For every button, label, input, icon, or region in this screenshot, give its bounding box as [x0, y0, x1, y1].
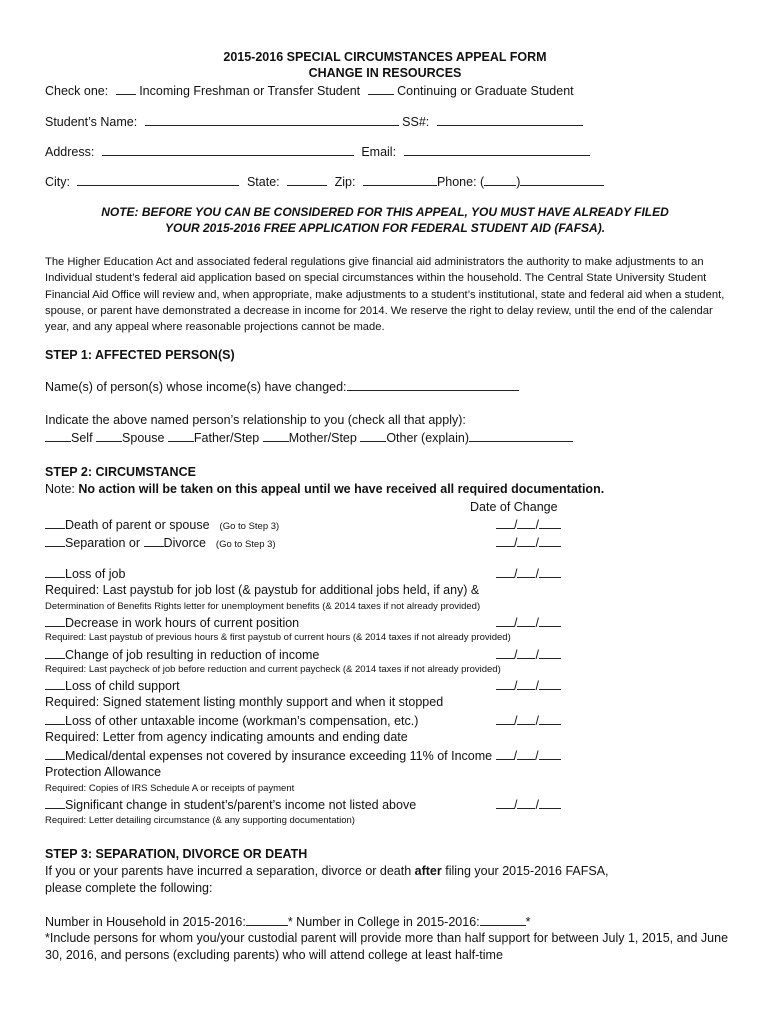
check-one-label: Check one: [45, 84, 109, 98]
address-row [45, 144, 590, 160]
phone-paren-close: ) [516, 175, 521, 189]
step3-instruction-post: filing your 2015-2016 FAFSA, [441, 864, 609, 878]
separation-date-field[interactable]: / / [496, 535, 561, 551]
death-checkbox-blank[interactable] [45, 517, 65, 529]
state-label: State: [246, 175, 280, 189]
child-support-checkbox-blank[interactable] [45, 678, 65, 690]
other-explain-field[interactable] [469, 430, 573, 442]
child-support-date-field[interactable]: / / [496, 678, 561, 694]
household-label: Number in Household in 2015-2016: [45, 915, 246, 929]
loss-of-job-date-field[interactable]: / / [496, 566, 561, 582]
significant-change-requirement: Required: Letter detailing circumstance (& any supporting documentation) [45, 815, 355, 826]
divorce-label: Divorce [163, 536, 206, 550]
self-checkbox-blank[interactable] [45, 430, 71, 442]
intro-paragraph: The Higher Education Act and associated federal regulations give financial aid administrators the authority to make adjustments to an Individual student’s federal aid application based on special circumstances within the household. The Central State University Student Financial Aid Office will review and, when appropriate, make adjustments to a student’s institutional, state and federal aid when a student, spouse, or parent have demonstrated a decrease in income for 2014. We reserve the right to delay review, until the end of the calendar year, and any appeal where reasonable projections cannot be made. [45, 256, 725, 334]
date-of-change-header: Date of Change [470, 500, 558, 514]
loss-of-job-checkbox-blank[interactable] [45, 566, 65, 578]
other-checkbox-blank[interactable] [360, 430, 386, 442]
step3-instruction-line2: please complete the following: [45, 881, 213, 895]
separation-divorce-row [45, 535, 276, 552]
change-job-date-field[interactable]: / / [496, 647, 561, 663]
change-job-checkbox-blank[interactable] [45, 647, 65, 659]
father-checkbox-blank[interactable] [168, 430, 194, 442]
step3-instruction-line1 [45, 864, 609, 879]
fafsa-note-line2: YOUR 2015-2016 FREE APPLICATION FOR FEDERAL STUDENT AID (FAFSA). [164, 221, 606, 235]
student-name-row [45, 114, 583, 130]
change-job-row [45, 647, 319, 663]
loss-of-job-row [45, 566, 125, 582]
spouse-checkbox-blank[interactable] [96, 430, 122, 442]
relationship-option-father: Father/Step [193, 431, 260, 445]
medical-date-month[interactable] [496, 748, 514, 760]
step1-names-label: Name(s) of person(s) whose income(s) have changed: [45, 380, 347, 394]
death-row [45, 517, 279, 534]
household-college-row [45, 914, 531, 930]
college-label: * Number in College in 2015-2016: [287, 915, 480, 929]
separation-checkbox-blank[interactable] [45, 535, 65, 547]
step2-note-bold: No action will be taken on this appeal until we have received all required documentation. [78, 482, 605, 496]
address-field[interactable] [102, 144, 354, 156]
freshman-checkbox-blank[interactable] [116, 83, 136, 95]
phone-number-field[interactable] [520, 174, 604, 186]
medical-date-day[interactable] [517, 748, 535, 760]
form-title: 2015-2016 SPECIAL CIRCUMSTANCES APPEAL FORM [223, 50, 547, 64]
step2-note [45, 482, 604, 497]
separation-label: Separation or [65, 536, 141, 550]
relationship-option-spouse: Spouse [122, 431, 165, 445]
child-support-label: Loss of child support [65, 679, 180, 693]
divorce-checkbox-blank[interactable] [144, 535, 164, 547]
email-label: Email: [361, 145, 397, 159]
medical-row: Medical/dental expenses not covered by insurance exceeding 11% of Income / / [45, 748, 561, 764]
student-name-field[interactable] [145, 114, 399, 126]
child-support-row [45, 678, 180, 694]
phone-label: Phone: ( [436, 175, 485, 189]
email-field[interactable] [404, 144, 590, 156]
decrease-hours-label: Decrease in work hours of current position [65, 616, 300, 630]
separation-go-to-step3: (Go to Step 3) [215, 539, 276, 550]
ss-label: SS#: [402, 115, 430, 129]
untaxable-label: Loss of other untaxable income (workman’s compensation, etc.) [65, 714, 419, 728]
continuing-checkbox-blank[interactable] [368, 83, 394, 95]
state-field[interactable] [287, 174, 327, 186]
decrease-hours-requirement: Required: Last paystub of previous hours & first paystub of current hours (& 2014 taxes if not already provided) [45, 632, 511, 643]
household-number-field[interactable] [246, 914, 288, 926]
zip-field[interactable] [363, 174, 437, 186]
medical-label: Medical/dental expenses not covered by insurance exceeding 11% of Income [65, 749, 493, 763]
step1-heading: STEP 1: AFFECTED PERSON(S) [45, 348, 235, 362]
untaxable-requirement: Required: Letter from agency indicating amounts and ending date [45, 730, 408, 744]
decrease-hours-checkbox-blank[interactable] [45, 615, 65, 627]
significant-change-checkbox-blank[interactable] [45, 797, 65, 809]
city-field[interactable] [77, 174, 239, 186]
untaxable-checkbox-blank[interactable] [45, 713, 65, 725]
form-subtitle: CHANGE IN RESOURCES [308, 66, 462, 80]
check-one-row [45, 83, 574, 99]
relationship-option-mother: Mother/Step [288, 431, 357, 445]
relationship-options-row [45, 430, 573, 446]
phone-area-code-field[interactable] [484, 174, 516, 186]
decrease-hours-date-field[interactable]: / / [496, 615, 561, 631]
step3-footnote: *Include persons for whom you/your custodial parent will provide more than half support for between July 1, 2015, and June 30, 2016, and persons (excluding parents) who will attend college at least half-time [45, 931, 729, 962]
freshman-option-label: Incoming Freshman or Transfer Student [139, 84, 361, 98]
step2-heading: STEP 2: CIRCUMSTANCE [45, 465, 196, 479]
step3-heading: STEP 3: SEPARATION, DIVORCE OR DEATH [45, 847, 308, 861]
significant-change-date-field[interactable]: / / [496, 797, 561, 813]
student-name-label: Student’s Name: [45, 115, 138, 129]
loss-of-job-label: Loss of job [65, 567, 126, 581]
affected-names-field[interactable] [347, 379, 519, 391]
loss-of-job-requirement-2: Determination of Benefits Rights letter for unemployment benefits (& 2014 taxes if not already provided) [45, 601, 481, 612]
college-number-field[interactable] [480, 914, 526, 926]
decrease-hours-row [45, 615, 299, 631]
step1-names-row [45, 379, 519, 395]
city-label: City: [45, 175, 70, 189]
death-go-to-step3: (Go to Step 3) [219, 521, 280, 532]
medical-checkbox-blank[interactable] [45, 748, 65, 760]
mother-checkbox-blank[interactable] [263, 430, 289, 442]
medical-date-year[interactable] [539, 748, 561, 760]
zip-label: Zip: [334, 175, 356, 189]
step3-instruction-pre: If you or your parents have incurred a separation, divorce or death [45, 864, 415, 878]
change-job-requirement: Required: Last paycheck of job before reduction and current paycheck (& 2014 taxes if not already provided) [45, 664, 501, 675]
medical-requirement: Required: Copies of IRS Schedule A or receipts of payment [45, 783, 295, 794]
significant-change-label: Significant change in student’s/parent’s income not listed above [65, 798, 417, 812]
fafsa-note-line1: NOTE: BEFORE YOU CAN BE CONSIDERED FOR THIS APPEAL, YOU MUST HAVE ALREADY FILED [101, 205, 669, 219]
untaxable-date-field[interactable]: / / [496, 713, 561, 729]
untaxable-row [45, 713, 418, 729]
change-job-label: Change of job resulting in reduction of income [65, 648, 320, 662]
significant-change-row [45, 797, 416, 813]
relationship-option-self: Self [71, 431, 93, 445]
address-label: Address: [45, 145, 95, 159]
medical-label-line2: Protection Allowance [45, 765, 162, 779]
death-label: Death of parent or spouse [65, 518, 210, 532]
relationship-option-other: Other (explain) [386, 431, 469, 445]
continuing-option-label: Continuing or Graduate Student [397, 84, 574, 98]
loss-of-job-requirement-1: Required: Last paystub for job lost (& paystub for additional jobs held, if any) & [45, 583, 480, 597]
child-support-requirement: Required: Signed statement listing monthly support and when it stopped [45, 695, 444, 709]
death-date-field[interactable]: / / [496, 517, 561, 533]
college-footnote-star: * [525, 915, 531, 929]
ss-field[interactable] [437, 114, 583, 126]
city-row [45, 174, 604, 190]
step3-instruction-bold: after [414, 864, 442, 878]
step1-relationship-label: Indicate the above named person’s relationship to you (check all that apply): [45, 413, 466, 427]
step2-note-prefix: Note: [45, 482, 79, 496]
